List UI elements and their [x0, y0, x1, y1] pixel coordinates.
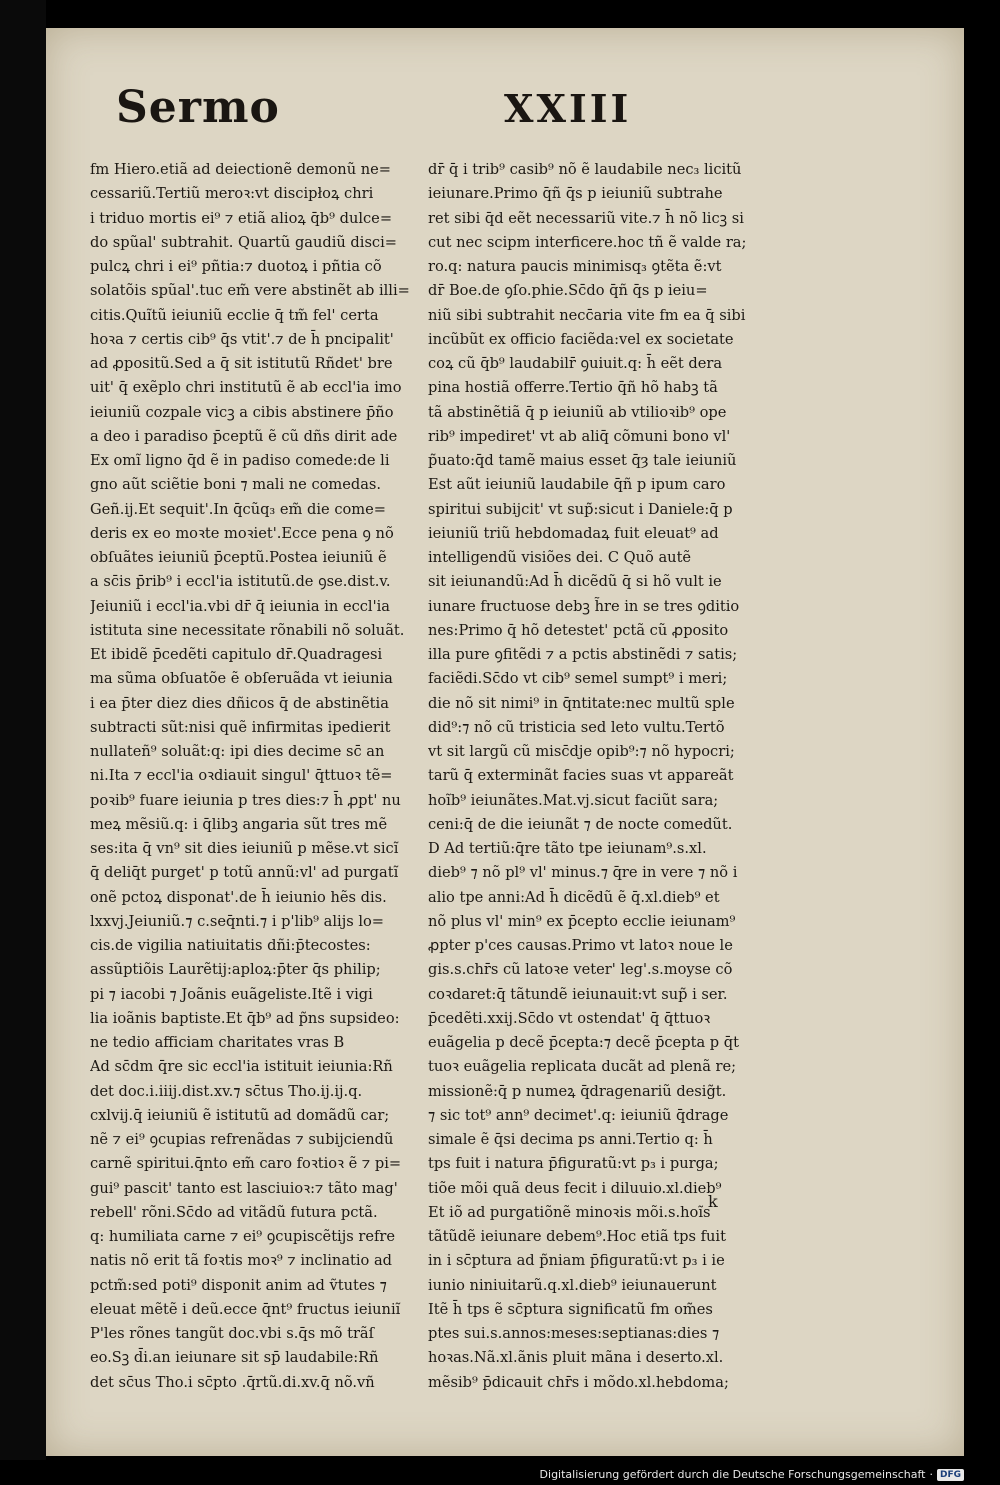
text-line: tps fuit i natura p̄figuratũ:vt p₃ i purga;	[428, 1155, 719, 1173]
text-line: ceni:q̄ de die ieiunãt ⁊ de nocte comedũt.	[428, 815, 733, 833]
text-line: iunare fructuose debꝫ h̃re in se tres ꝯditio	[428, 597, 740, 615]
text-line: nes:Primo q̄ hõ detestet' pctã cũ ꝓposito	[428, 621, 729, 639]
text-line: i triduo mortis ei⁹ ⁊ etiã alioꝝ q̄b⁹ dulce=	[90, 209, 393, 227]
text-line: gui⁹ pascit' tanto est lasciuioꝛ:⁊ tãto mag'	[90, 1179, 398, 1197]
text-line: a sc̄is p̄rib⁹ i eccl'ia istitutũ.de ꝯse.dist.v.	[90, 573, 391, 591]
text-line: hoĩb⁹ ieiunãtes.Mat.vj.sicut faciũt sara;	[428, 791, 719, 809]
text-line: assũptiõis Laurẽtij:aploꝝ:p̄ter q̄s philip;	[90, 961, 381, 979]
text-line: Et iõ ad purgatiõnẽ minoꝛis mõi.s.hoĩs	[428, 1203, 711, 1221]
text-line: pina hostiã offerre.Tertio q̄ñ hõ habꝫ tã	[428, 379, 718, 397]
text-line: faciẽdi.Sc̄do vt cib⁹ semel sumpt⁹ i meri;	[428, 670, 728, 688]
text-line: vt sit largũ cũ misc̄dje opib⁹:⁊ nõ hypocri;	[428, 743, 735, 760]
text-line: det sc̄us Tho.i sc̄pto .q̄rtũ.di.xv.q̄ nõ.vñ	[90, 1373, 375, 1391]
text-line: pulcꝝ chri i ei⁹ pñtia:⁊ duotoꝝ i pñtia cõ	[90, 258, 382, 275]
text-line: ma sũma obſuatõe ẽ obſeruãda vt ieiunia	[90, 670, 393, 688]
text-line: coꝝ cũ q̄b⁹ laudabilr̄ ꝯuiuit.q: h̄ eẽt dera	[428, 355, 723, 372]
text-line: Ad sc̄dm q̄re sic eccl'ia istituit ieiunia:Rñ	[90, 1058, 393, 1076]
text-line: dieb⁹ ⁊ nõ pl⁹ vl' minus.⁊ q̄re in vere ⁊ nõ i	[428, 864, 738, 882]
text-line: tãtũdẽ ieiunare debem⁹.Hoc etiã tps fuit	[428, 1228, 726, 1245]
text-line: istituta sine necessitate rõnabili nõ soluãt.	[90, 621, 405, 639]
left-text-column	[90, 158, 450, 1395]
running-head-sermo: Sermo	[116, 82, 280, 133]
text-line: subtracti sũt:nisi quẽ infirmitas ipedierit	[90, 718, 391, 736]
text-line: nõ plus vl' min⁹ ex p̄cepto ecclie ieiunam⁹	[428, 912, 736, 930]
text-line: deris ex eo moꝛte moꝛiet'.Ecce pena ꝯ nõ	[90, 524, 394, 542]
text-line: ro.q: natura paucis minimisq₃ ꝯtẽta ẽ:vt	[428, 258, 722, 275]
footer-credit: Digitalisierung gefördert durch die Deutsche Forschungsgemeinschaft	[539, 1468, 926, 1481]
text-line: obſuãtes ieiuniũ p̄ceptũ.Postea ieiuniũ ẽ	[90, 549, 387, 566]
text-line: a deo i paradiso p̄ceptũ ẽ cũ dñs dirit ade	[90, 427, 398, 445]
text-line: solatõis spũal'.tuc em̃ vere abstinẽt ab illi=	[90, 282, 410, 300]
text-line: uit' q̄ exẽplo chri institutũ ẽ ab eccl'ia imo	[90, 379, 402, 397]
text-line: do spũal' subtrahit. Quartũ gaudiũ disci=	[90, 233, 397, 251]
text-line: det doc.i.iiij.dist.xv.⁊ sc̄tus Tho.ij.ij.q.	[90, 1082, 363, 1100]
text-line: cessariũ.Tertiũ meroꝛ:vt discipłoꝝ chri	[90, 185, 374, 203]
text-line: Est aũt ieiuniũ laudabile q̄ñ p ipum caro	[428, 476, 726, 494]
text-line: eleuat mẽtẽ i deũ.ecce q̄nt⁹ fructus ieiuniĩ	[90, 1300, 401, 1318]
text-line: ieiunare.Primo q̄ñ q̄s p ieiuniũ subtrahe	[428, 185, 723, 203]
text-line: gis.s.chr̄s cũ latoꝛe veter' leg'.s.moyse cõ	[428, 961, 733, 979]
text-line: lxxvj.Jeiuniũ.⁊ c.seq̄nti.⁊ i p'lib⁹ alijs lo=	[90, 912, 385, 930]
text-line: ses:ita q̄ vn⁹ sit dies ieiuniũ p mẽse.vt sicĩ	[90, 840, 399, 857]
text-line: p̄cedẽti.xxij.Sc̄do vt ostendat' q̄ q̄ttuoꝛ	[428, 1009, 711, 1027]
text-line: P'les rõnes tangũt doc.vbi s.q̄s mõ trãſ	[90, 1325, 375, 1342]
text-line: tarũ q̄ exterminãt facies suas vt appareãt	[428, 767, 734, 785]
text-line: Et ibidẽ p̄cedẽti capitulo dr̄.Quadragesi	[90, 646, 383, 663]
text-line: spiritui subijcit' vt sup̃:sicut i Daniele:q̄ p	[428, 500, 733, 518]
text-line: i ea p̄ter diez dies dñicos q̄ de abstinẽtia	[90, 694, 389, 712]
text-line: eo.Sꝫ d̄i.an ieiunare sit sp̄ laudabile:Rñ	[90, 1349, 379, 1367]
text-line: Ex omĩ ligno q̄d ẽ in padiso comede:de li	[90, 452, 390, 469]
text-line: rebell' rõni.Sc̄do ad vitãdũ futura pctã.	[90, 1203, 378, 1221]
text-line: tiõe mõi quã deus fecit i diluuio.xl.dieb⁹	[428, 1179, 722, 1197]
text-line: in i sc̄ptura ad p̃niam p̄figuratũ:vt p₃ i ie	[428, 1252, 725, 1270]
text-line: tã abstinẽtiã q̄ p ieiuniũ ab vtilioꝛib⁹ ope	[428, 403, 727, 421]
text-line: cis.de vigilia natiuitatis dñi:p̄tecostes:	[90, 937, 371, 954]
text-line: ptes sui.s.annos:meses:septianas:dies ⁊	[428, 1325, 720, 1342]
text-line: fm Hiero.etiã ad deiectionẽ demonũ ne=	[90, 161, 391, 178]
text-line: pctm̃:sed poti⁹ disponit anim ad ṽtutes ⁊	[90, 1276, 387, 1294]
text-line: pi ⁊ iacobi ⁊ Joãnis euãgeliste.Itẽ i vigi	[90, 985, 373, 1003]
text-line: Geñ.ij.Et sequit'.In q̄cũq₃ em̃ die come=	[90, 500, 386, 518]
text-line: sit ieiunandũ:Ad h̄ dicẽdũ q̄ si hõ vult ie	[428, 573, 722, 591]
text-line: rib⁹ impediret' vt ab aliq̄ cõmuni bono vl'	[428, 427, 731, 445]
text-line: simale ẽ q̄si decima ps anni.Tertio q: h̄	[428, 1131, 713, 1148]
text-line: D Ad tertiũ:q̄re tãto tpe ieiunam⁹.s.xl.	[428, 840, 707, 857]
footer-separator: ·	[929, 1468, 933, 1481]
text-line: coꝛdaret:q̄ tãtundẽ ieiunauit:vt sup̃ i ser.	[428, 985, 728, 1003]
text-line: niũ sibi subtrahit necc̄aria vite fm ea q̄ sibi	[428, 306, 746, 324]
text-line: did⁹:⁊ nõ cũ tristicia sed leto vultu.Tertõ	[428, 718, 725, 736]
book-page	[46, 28, 964, 1456]
scan-left-border	[0, 0, 46, 1460]
text-line: dr̄ q̄ i trib⁹ casib⁹ nõ ẽ laudabile nec₃ licitũ	[428, 161, 742, 178]
text-line: iunio niniuitarũ.q.xl.dieb⁹ ieiunauerunt	[428, 1276, 717, 1294]
text-line: q: humiliata carne ⁊ ei⁹ ꝯcupiscẽtijs refre	[90, 1228, 396, 1245]
text-line: hoꝛa ⁊ certis cib⁹ q̄s vtit'.⁊ de h̄ pncipalit'	[90, 330, 394, 348]
text-line: poꝛib⁹ fuare ieiunia p tres dies:⁊ h̄ ꝓpt' nu	[90, 791, 401, 809]
text-line: nullateñ⁹ soluãt:q: ipi dies decime sc̄ an	[90, 743, 385, 760]
text-line: meꝝ mẽsiũ.q: i q̄libꝫ angaria sũt tres mẽ	[90, 815, 388, 833]
text-line: ad ꝓpositũ.Sed a q̄ sit istitutũ Rñdet' bre	[90, 355, 393, 372]
text-line: p̃uato:q̄d tamẽ maius esset q̄ȝ tale ieiuniũ	[428, 452, 737, 469]
signature-mark: k	[708, 1192, 718, 1211]
text-line: carnẽ spiritui.q̄nto em̃ caro foꝛtioꝛ ẽ ⁊ pi=	[90, 1155, 402, 1173]
text-line: citis.Quĩtũ ieiuniũ ecclie q̄ tm̃ fel' certa	[90, 306, 379, 324]
text-line: onẽ pctoꝝ disponat'.de h̄ ieiunio hẽs dis.	[90, 888, 387, 906]
text-line: dr̄ Boe.de ꝯſo.phie.Sc̄do q̄ñ q̄s p ieiu=	[428, 282, 708, 300]
text-line: euãgelia p decẽ p̄cepta:⁊ decẽ p̄cepta p q̄t	[428, 1034, 739, 1051]
text-line: missionẽ:q̄ p numeꝝ q̄dragenariũ desig̃t.	[428, 1082, 727, 1100]
text-line: Jeiuniũ i eccl'ia.vbi dr̄ q̄ ieiunia in eccl'ia	[90, 597, 390, 615]
text-line: cxlvij.q̄ ieiuniũ ẽ istitutũ ad domãdũ car;	[90, 1106, 390, 1124]
text-line: ret sibi q̄d eẽt necessariũ vite.⁊ h̄ nõ licꝫ si	[428, 209, 744, 227]
text-line: die nõ sit nimi⁹ in q̄ntitate:nec multũ sple	[428, 694, 735, 712]
text-line: q̄ deliq̄t purget' p totũ annũ:vl' ad purgatĩ	[90, 864, 399, 882]
text-line: gno aũt sciẽtie boni ⁊ mali ne comedas.	[90, 476, 382, 494]
text-line: ieiuniũ cozpale vicꝫ a cibis abstinere p̄ño	[90, 403, 394, 421]
text-line: cut nec scipm interficere.hoc tñ ẽ valde ra;	[428, 233, 747, 251]
text-line: nẽ ⁊ ei⁹ ꝯcupias refrenãdas ⁊ subijciendũ	[90, 1131, 394, 1148]
text-line: mẽsib⁹ p̄dicauit chr̄s i mõdo.xl.hebdoma;	[428, 1373, 729, 1391]
text-line: intelligendũ visiões dei. C Quõ autẽ	[428, 549, 692, 566]
text-line: tuoꝛ euãgelia replicata ducãt ad plenã re;	[428, 1058, 737, 1076]
text-line: ni.Ita ⁊ eccl'ia oꝛdiauit singul' q̄ttuoꝛ tẽ=	[90, 767, 393, 785]
text-line: ieiuniũ triũ hebdomadaꝝ fuit eleuat⁹ ad	[428, 524, 719, 542]
text-line: lia ioãnis baptiste.Et q̄b⁹ ad p̃ns supsideo:	[90, 1009, 400, 1027]
right-text-column	[428, 158, 788, 1395]
text-line: ⁊ sic tot⁹ ann⁹ decimet'.q: ieiuniũ q̄drage	[428, 1106, 729, 1124]
digitization-footer	[540, 1468, 964, 1481]
text-line: hoꝛas.Nã.xl.ãnis pluit mãna i deserto.xl.	[428, 1349, 724, 1367]
dfg-logo: DFG	[937, 1469, 964, 1481]
text-line: illa pure ꝯfitẽdi ⁊ a pctis abstinẽdi ⁊ satis;	[428, 646, 738, 663]
text-line: ne tedio afficiam charitates vras B	[90, 1034, 345, 1051]
text-line: incũbũt ex officio faciẽda:vel ex societate	[428, 330, 734, 348]
text-line: Itẽ h̄ tps ẽ sc̄ptura significatũ fm om̃es	[428, 1300, 713, 1318]
text-line: alio tpe anni:Ad h̄ dicẽdũ ẽ q̄.xl.dieb⁹ et	[428, 888, 720, 906]
sermon-number: XXIII	[504, 86, 632, 131]
text-line: ꝓpter p'ces causas.Primo vt latoꝛ noue le	[428, 937, 733, 954]
text-line: natis nõ erit tã foꝛtis moꝛ⁹ ⁊ inclinatio ad	[90, 1252, 393, 1270]
